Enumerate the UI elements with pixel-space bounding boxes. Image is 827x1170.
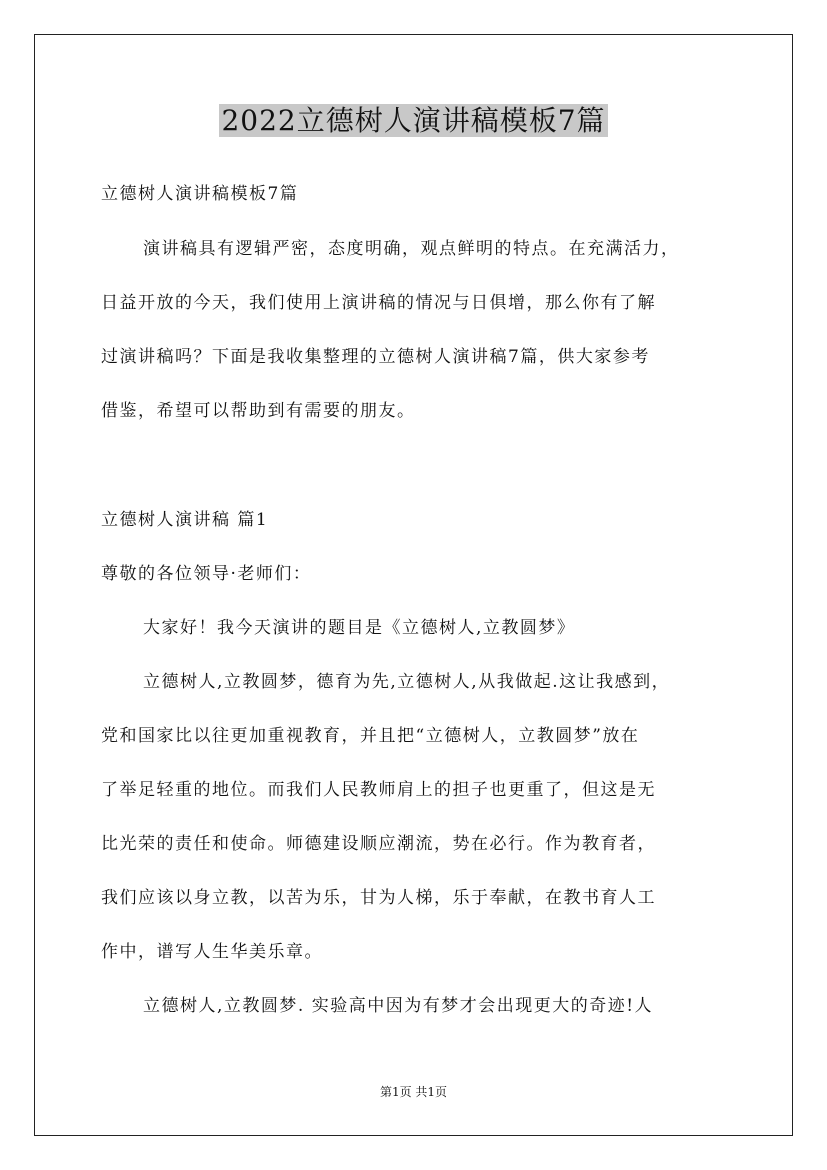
body-line: 党和国家比以往更加重视教育，并且把“立德树人，立教圆梦”放在 xyxy=(101,726,640,746)
document-title xyxy=(0,100,827,142)
body-line: 比光荣的责任和使命。师德建设顺应潮流，势在必行。作为教育者， xyxy=(101,834,656,854)
body-line: 立德树人,立教圆梦. 实验高中因为有梦才会出现更大的奇迹!人 xyxy=(143,996,654,1016)
intro-line: 演讲稿具有逻辑严密，态度明确，观点鲜明的特点。在充满活力， xyxy=(143,239,680,259)
title-text: 2022立德树人演讲稿模板7篇 xyxy=(221,104,606,137)
intro-line: 借鉴，希望可以帮助到有需要的朋友。 xyxy=(101,401,416,421)
salutation: 尊敬的各位领导·老师们： xyxy=(101,564,312,584)
body-line: 我们应该以身立教，以苦为乐，甘为人梯，乐于奉献，在教书育人工 xyxy=(101,888,656,908)
subtitle: 立德树人演讲稿模板7篇 xyxy=(101,184,299,204)
greeting: 大家好！我今天演讲的题目是《立德树人,立教圆梦》 xyxy=(143,618,576,638)
body-line: 了举足轻重的地位。而我们人民教师肩上的担子也更重了，但这是无 xyxy=(101,780,656,800)
page-footer: 第1页 共1页 xyxy=(379,1085,448,1099)
body-line: 作中，谱写人生华美乐章。 xyxy=(101,942,323,962)
intro-line: 日益开放的今天，我们使用上演讲稿的情况与日俱增，那么你有了解 xyxy=(101,293,656,313)
body-line: 立德树人,立教圆梦，德育为先,立德树人,从我做起.这让我感到， xyxy=(143,672,671,692)
intro-line: 过演讲稿吗？下面是我收集整理的立德树人演讲稿7篇，供大家参考 xyxy=(101,347,650,367)
section-heading: 立德树人演讲稿 篇1 xyxy=(101,510,269,530)
